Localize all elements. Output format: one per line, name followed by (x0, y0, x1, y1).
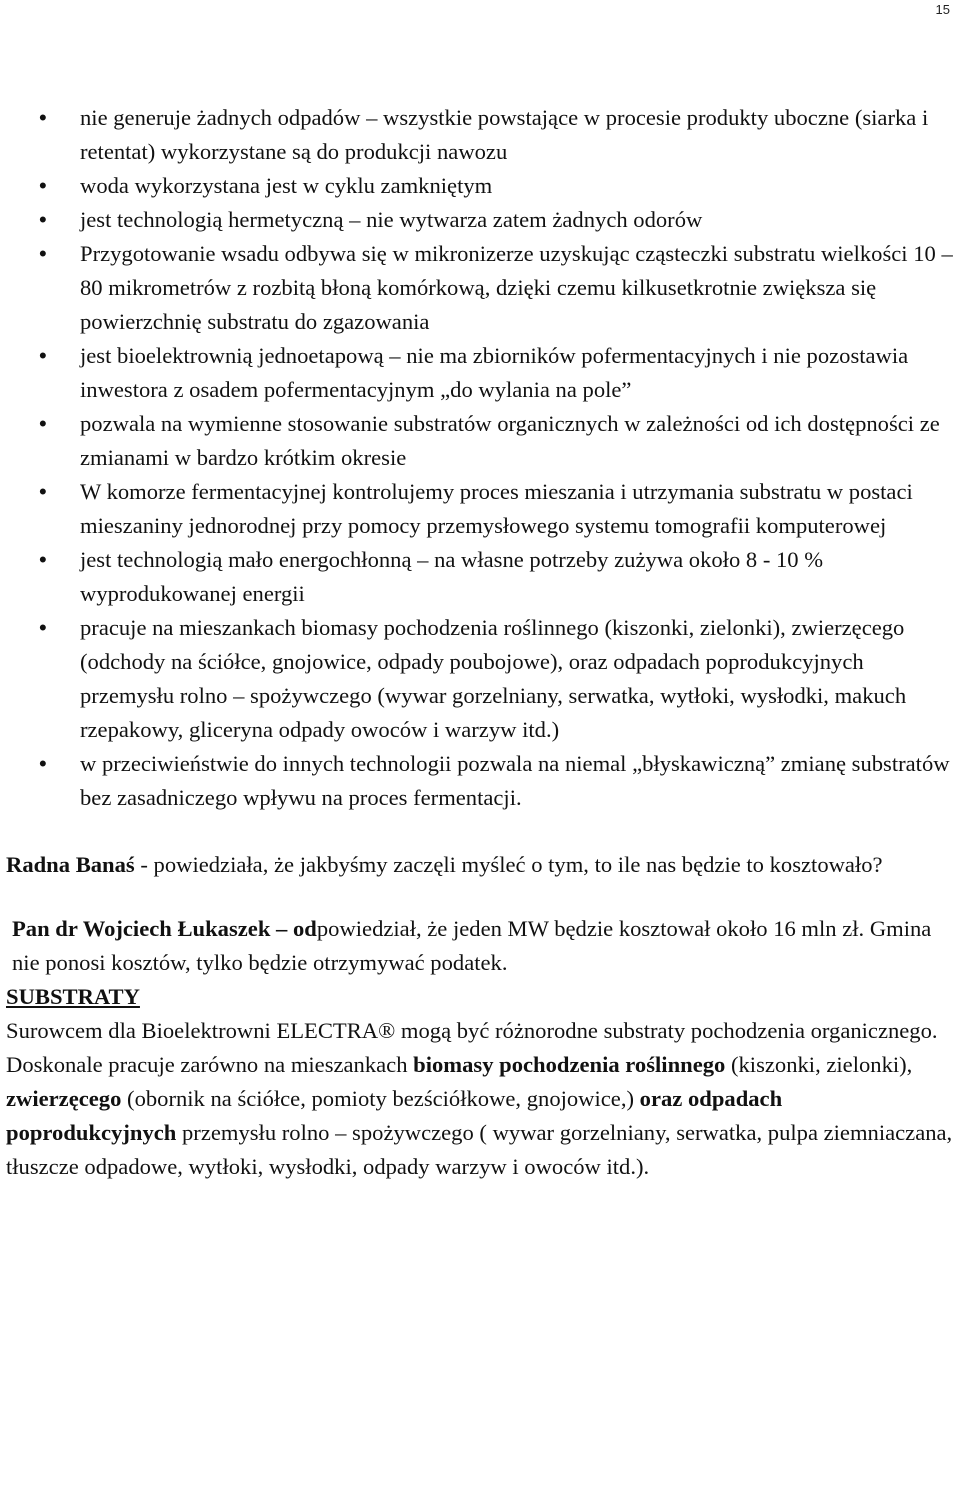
bullet-item: • woda wykorzystana jest w cyklu zamkniętym (6, 169, 956, 203)
paragraph-text: przemysłu rolno – spożywczego ( wywar gorzelniany, serwatka, pulpa ziemniaczana, tłuszcze odpadowe, wytłoki, wysłodki, odpady warzyw i owoców itd.). (6, 1120, 953, 1179)
section-heading: SUBSTRATY (6, 984, 140, 1009)
banas-statement (6, 848, 956, 882)
statement-text: - powiedziała, że jakbyśmy zaczęli myśleć o tym, to ile nas będzie to kosztowało? (134, 852, 883, 877)
bullet-item: • pracuje na mieszankach biomasy pochodzenia roślinnego (kiszonki, zielonki), zwierzęcego (odchody na ściółce, gnojowice, odpady poubojowe), oraz odpadach poprodukcyjnych przemysłu rolno – spożywczego (wywar gorzelniany, serwatka, wytłoki, wysłodki, makuch rzepakowy, gliceryna odpady owoców i warzyw itd.) (6, 611, 956, 747)
speaker-name: Pan dr Wojciech Łukaszek – od (12, 916, 317, 941)
speaker-name: Radna Banaś (6, 852, 135, 877)
bullet-item: • pozwala na wymienne stosowanie substratów organicznych w zależności od ich dostępności ze zmianami w bardzo krótkim okresie (6, 407, 956, 475)
paragraph-text: (obornik na ściółce, pomioty bezściółkowe, gnojowice,) (121, 1086, 640, 1111)
paragraph-text: Surowcem dla Bioelektrowni ELECTRA® mogą być różnorodne substraty pochodzenia organicznego. Doskonale pracuje zarówno na mieszankach (6, 1018, 938, 1077)
substraty-heading (6, 980, 956, 1014)
paragraph-bold: oraz odpadach poprodukcyjnych (6, 1086, 783, 1145)
bullet-item: • w przeciwieństwie do innych technologii pozwala na niemal „błyskawiczną” zmianę substratów bez zasadniczego wpływu na proces fermentacji. (6, 747, 956, 815)
paragraph-bold: zwierzęcego (6, 1086, 122, 1111)
bullet-item: • W komorze fermentacyjnej kontrolujemy proces mieszania i utrzymania substratu w postaci mieszaniny jednorodnej przy pomocy przemysłowego systemu tomografii komputerowej (6, 475, 956, 543)
bullet-item: • nie generuje żadnych odpadów – wszystkie powstające w procesie produkty uboczne (siarka i retentat) wykorzystane są do produkcji nawozu (6, 101, 956, 169)
feature-bullet-list (6, 101, 956, 815)
paragraph-bold: biomasy pochodzenia roślinnego (413, 1052, 726, 1077)
lukaszek-statement (6, 912, 956, 980)
bullet-item: • Przygotowanie wsadu odbywa się w mikronizerze uzyskując cząsteczki substratu wielkości 10 – 80 mikrometrów z rozbitą błoną komórkową, dzięki czemu kilkusetkrotnie zwiększa się powierzchnię substratu do zgazowania (6, 237, 956, 339)
statement-text: powiedział, że jeden MW będzie kosztował około 16 mln zł. Gmina nie ponosi kosztów, tylko będzie otrzymywać podatek. (12, 916, 932, 975)
substraty-paragraph (6, 1014, 956, 1184)
page-number: 15 (935, 2, 950, 17)
bullet-item: • jest technologią hermetyczną – nie wytwarza zatem żadnych odorów (6, 203, 956, 237)
bullet-item: • jest technologią mało energochłonną – na własne potrzeby zużywa około 8 - 10 % wyprodukowanej energii (6, 543, 956, 611)
document-body (6, 101, 956, 1184)
paragraph-text: (kiszonki, zielonki), (725, 1052, 913, 1077)
bullet-item: • jest bioelektrownią jednoetapową – nie ma zbiorników pofermentacyjnych i nie pozostawia inwestora z osadem pofermentacyjnym „do wylania na pole” (6, 339, 956, 407)
